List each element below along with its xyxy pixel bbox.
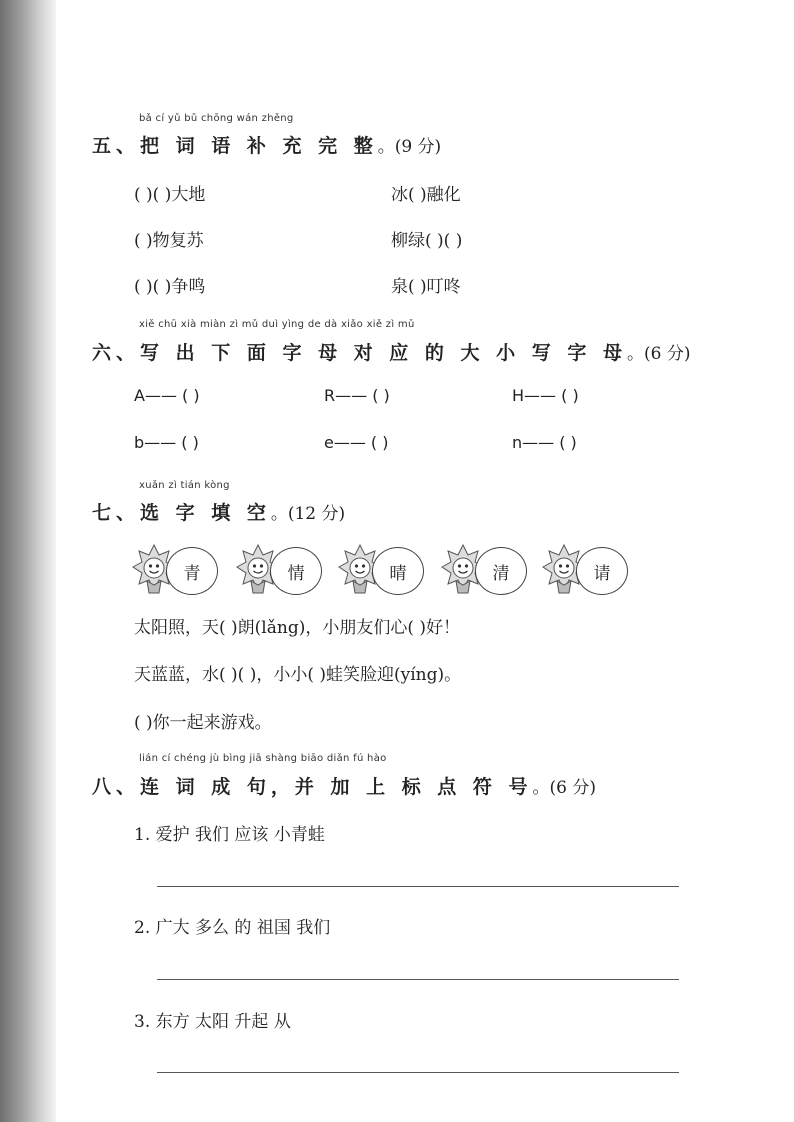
section5-heading bbox=[92, 131, 441, 158]
answer-line bbox=[157, 979, 679, 980]
s7-line: 太阳照，天( )朗(lǎng)，小朋友们心( )好！ bbox=[134, 618, 461, 638]
s5-item: ( )( )争鸣 bbox=[134, 277, 206, 297]
s6-item: H—— ( ) bbox=[512, 386, 579, 405]
s6-item: R—— ( ) bbox=[324, 386, 390, 405]
answer-line bbox=[157, 886, 679, 887]
section8-title: 八、连 词 成 句，并 加 上 标 点 符 号 bbox=[92, 776, 533, 798]
section8-heading bbox=[92, 772, 596, 799]
sunflower-char-card bbox=[338, 543, 436, 597]
section6-score: 。(6 分) bbox=[627, 344, 691, 364]
section7-score: 。(12 分) bbox=[270, 504, 346, 524]
s7-line: 天蓝蓝，水( )( )，小小( )蛙笑脸迎(yíng)。 bbox=[134, 665, 462, 685]
section5-score: 。(9 分) bbox=[377, 137, 442, 157]
sunflower-char-card bbox=[236, 543, 334, 597]
char-option: 情 bbox=[270, 547, 322, 595]
section6-pinyin: xiě chū xià miàn zì mǔ duì yìng de dà xiǎo xiě zì mǔ bbox=[139, 319, 415, 330]
sunflower-char-card bbox=[441, 543, 539, 597]
s5-item: ( )( )大地 bbox=[134, 185, 206, 205]
s8-item: 3. 东方 太阳 升起 从 bbox=[134, 1012, 291, 1032]
s6-item: e—— ( ) bbox=[324, 433, 389, 452]
section5-pinyin: bǎ cí yǔ bǔ chōng wán zhěng bbox=[139, 113, 294, 124]
char-option: 清 bbox=[475, 547, 527, 595]
s7-line: ( )你一起来游戏。 bbox=[134, 713, 272, 733]
section7-pinyin: xuǎn zì tián kòng bbox=[139, 480, 230, 491]
page-binding-shadow bbox=[0, 0, 56, 1122]
char-option: 青 bbox=[166, 547, 218, 595]
s5-item: ( )物复苏 bbox=[134, 231, 204, 251]
section8-score: 。(6 分) bbox=[532, 778, 597, 798]
s5-item: 泉( )叮咚 bbox=[391, 277, 461, 297]
s6-item: b—— ( ) bbox=[134, 433, 199, 452]
section7-heading bbox=[92, 498, 345, 525]
section5-title: 五、把 词 语 补 充 完 整 bbox=[92, 135, 378, 157]
s8-item: 2. 广大 多么 的 祖国 我们 bbox=[134, 918, 331, 938]
section6-title: 六、写 出 下 面 字 母 对 应 的 大 小 写 字 母 bbox=[92, 342, 627, 364]
section6-heading bbox=[92, 338, 690, 365]
s8-item: 1. 爱护 我们 应该 小青蛙 bbox=[134, 825, 325, 845]
char-option: 晴 bbox=[372, 547, 424, 595]
s5-item: 冰( )融化 bbox=[391, 185, 461, 205]
answer-line bbox=[157, 1072, 679, 1073]
char-option: 请 bbox=[576, 547, 628, 595]
section7-title: 七、选 字 填 空 bbox=[92, 502, 271, 524]
s6-item: A—— ( ) bbox=[134, 386, 200, 405]
section8-pinyin: lián cí chéng jù bìng jiā shàng biāo diǎn fú hào bbox=[139, 753, 387, 764]
s5-item: 柳绿( )( ) bbox=[391, 231, 463, 251]
s6-item: n—— ( ) bbox=[512, 433, 577, 452]
sunflower-char-card bbox=[542, 543, 640, 597]
sunflower-char-card bbox=[132, 543, 230, 597]
